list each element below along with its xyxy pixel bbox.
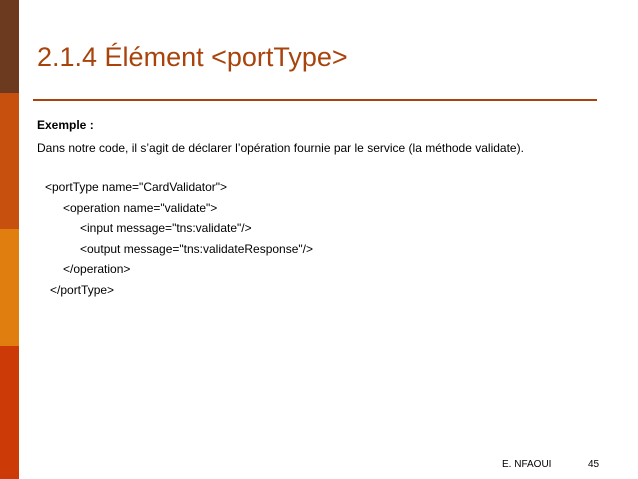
code-line: <portType name="CardValidator"> — [45, 180, 228, 194]
title-divider — [33, 99, 597, 101]
code-line: <operation name="validate"> — [63, 201, 218, 215]
footer-author: E. NFAOUI — [502, 459, 552, 470]
example-label: Exemple : — [37, 118, 94, 132]
accent-bar-segment — [0, 0, 19, 93]
description-text: Dans notre code, il s’agit de déclarer l’opération fournie par le service (la méthode validate). — [37, 141, 524, 155]
code-line: <input message="tns:validate"/> — [80, 221, 252, 235]
code-line: <output message="tns:validateResponse"/> — [80, 242, 314, 256]
page-number: 45 — [588, 459, 600, 470]
accent-bar-segment — [0, 229, 19, 346]
code-line: </portType> — [50, 283, 115, 297]
left-accent-bar — [0, 0, 19, 479]
accent-bar-segment — [0, 93, 19, 229]
slide-title: 2.1.4 Élément <portType> — [37, 42, 348, 72]
accent-bar-segment — [0, 346, 19, 479]
code-line: </operation> — [63, 262, 131, 276]
